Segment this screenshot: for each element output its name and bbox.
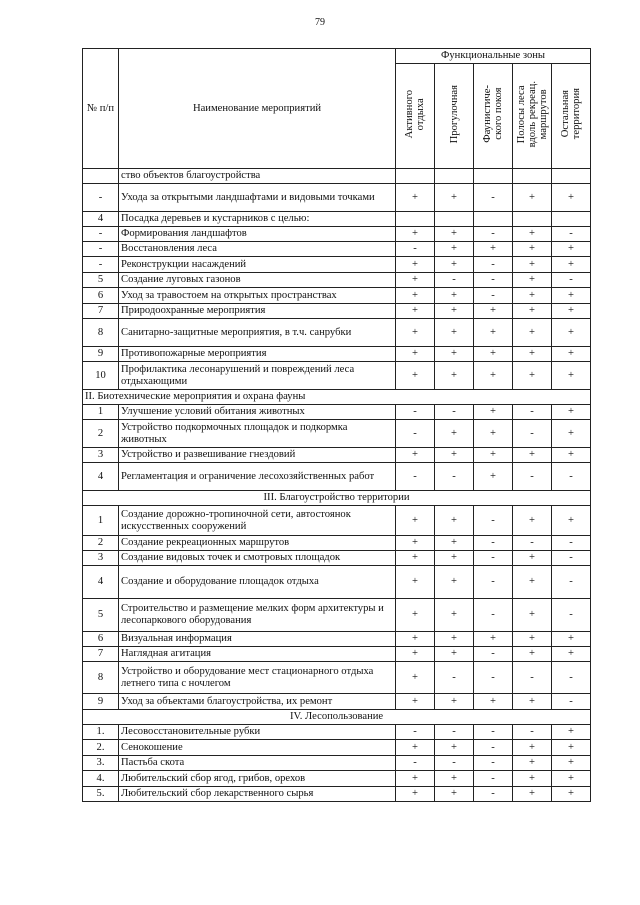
zone-mark-5: -	[552, 566, 591, 599]
zone-mark-5: -	[552, 227, 591, 242]
functional-zones-table	[82, 48, 591, 802]
zone-mark-4: +	[513, 566, 552, 599]
zone-mark-5: +	[552, 506, 591, 536]
zone-mark-4: +	[513, 787, 552, 802]
row-number: 1.	[83, 725, 119, 740]
zone-mark-3: -	[474, 756, 513, 771]
zone-mark-4: +	[513, 304, 552, 319]
row-number: 8	[83, 319, 119, 347]
table-row	[83, 647, 591, 662]
zone-mark-2: +	[435, 184, 474, 212]
zone-mark-1: +	[396, 647, 435, 662]
zone-mark-1: +	[396, 599, 435, 632]
header-zone-5	[552, 64, 591, 169]
table-row	[83, 362, 591, 390]
page-number: 79	[315, 17, 325, 28]
row-activity-name: ство объектов благоустройства	[119, 169, 396, 184]
zone-mark-1: -	[396, 242, 435, 257]
zone-mark-5: +	[552, 647, 591, 662]
zone-mark-4: +	[513, 740, 552, 756]
zone-mark-4: +	[513, 347, 552, 362]
row-number: 5	[83, 273, 119, 288]
zone-mark-5: -	[552, 463, 591, 491]
zone-mark-4: +	[513, 694, 552, 710]
zone-mark-2: +	[435, 319, 474, 347]
row-activity-name: Устройство и развешивание гнездовий	[119, 448, 396, 463]
row-number: 2.	[83, 740, 119, 756]
zone-mark-2: -	[435, 405, 474, 420]
zone-mark-5	[552, 212, 591, 227]
zone-mark-2: +	[435, 506, 474, 536]
row-activity-name: Строительство и размещение мелких форм архитектуры и лесопаркового оборудования	[119, 599, 396, 632]
zone-mark-2: +	[435, 448, 474, 463]
zone-mark-5: +	[552, 362, 591, 390]
row-number: 5.	[83, 787, 119, 802]
zone-mark-4: -	[513, 536, 552, 551]
section-row	[83, 491, 591, 506]
zone-mark-4: +	[513, 362, 552, 390]
zone-mark-4: +	[513, 632, 552, 647]
row-number: 6	[83, 288, 119, 304]
row-number: 4	[83, 212, 119, 227]
zone-mark-3: -	[474, 536, 513, 551]
zone-mark-3: -	[474, 257, 513, 273]
zone-mark-5	[552, 169, 591, 184]
header-zones-title: Функциональные зоны	[396, 49, 591, 64]
zone-mark-2: +	[435, 566, 474, 599]
table-row	[83, 347, 591, 362]
zone-mark-2: +	[435, 694, 474, 710]
zone-mark-1: +	[396, 771, 435, 787]
table-row	[83, 184, 591, 212]
row-number: 7	[83, 304, 119, 319]
zone-mark-4	[513, 169, 552, 184]
table-row	[83, 273, 591, 288]
table-row	[83, 694, 591, 710]
section-title: IV. Лесопользование	[83, 710, 591, 725]
table-row	[83, 632, 591, 647]
zone-mark-3: -	[474, 599, 513, 632]
zone-mark-1: +	[396, 319, 435, 347]
zone-mark-1	[396, 169, 435, 184]
zone-mark-4: +	[513, 319, 552, 347]
row-activity-name: Пастьба скота	[119, 756, 396, 771]
zone-mark-4: +	[513, 647, 552, 662]
zone-mark-4: +	[513, 551, 552, 566]
zone-mark-2: -	[435, 756, 474, 771]
table-row	[83, 756, 591, 771]
row-activity-name: Наглядная агитация	[119, 647, 396, 662]
header-zone-label: Фаунистиче- ского покоя	[482, 85, 504, 143]
zone-mark-1: +	[396, 566, 435, 599]
row-activity-name: Природоохранные мероприятия	[119, 304, 396, 319]
table-row	[83, 420, 591, 448]
row-activity-name: Посадка деревьев и кустарников с целью:	[119, 212, 396, 227]
zone-mark-4: +	[513, 288, 552, 304]
row-activity-name: Уход за травостоем на открытых пространствах	[119, 288, 396, 304]
zone-mark-3: +	[474, 242, 513, 257]
zone-mark-3: -	[474, 288, 513, 304]
zone-mark-4: +	[513, 771, 552, 787]
zone-mark-3: -	[474, 506, 513, 536]
zone-mark-2: -	[435, 273, 474, 288]
zone-mark-3: -	[474, 227, 513, 242]
zone-mark-4: -	[513, 405, 552, 420]
zone-mark-3: -	[474, 662, 513, 694]
header-name: Наименование мероприятий	[119, 49, 396, 169]
zone-mark-2: +	[435, 787, 474, 802]
table-row	[83, 319, 591, 347]
row-number: -	[83, 257, 119, 273]
header-zone-label: Остальная территория	[560, 88, 583, 140]
table-row	[83, 242, 591, 257]
zone-mark-3: -	[474, 273, 513, 288]
zone-mark-5: +	[552, 288, 591, 304]
zone-mark-3: +	[474, 694, 513, 710]
table-row	[83, 506, 591, 536]
table-row	[83, 599, 591, 632]
table-row	[83, 448, 591, 463]
table-row	[83, 257, 591, 273]
zone-mark-4: -	[513, 463, 552, 491]
zone-mark-2: +	[435, 420, 474, 448]
zone-mark-3: +	[474, 463, 513, 491]
row-activity-name: Реконструкции насаждений	[119, 257, 396, 273]
zone-mark-5: +	[552, 347, 591, 362]
zone-mark-1: -	[396, 463, 435, 491]
zone-mark-5: -	[552, 662, 591, 694]
row-number: -	[83, 227, 119, 242]
zone-mark-5: -	[552, 536, 591, 551]
header-num: № п/п	[83, 49, 119, 169]
table-row	[83, 551, 591, 566]
row-activity-name: Устройство и оборудование мест стационарного отдыха летнего типа с ночлегом	[119, 662, 396, 694]
section-title: II. Биотехнические мероприятия и охрана фауны	[83, 390, 591, 405]
zone-mark-2: +	[435, 599, 474, 632]
zone-mark-1: +	[396, 304, 435, 319]
row-number: 2	[83, 420, 119, 448]
row-activity-name: Регламентация и ограничение лесохозяйственных работ	[119, 463, 396, 491]
zone-mark-1: +	[396, 787, 435, 802]
row-number: 4	[83, 463, 119, 491]
table-row	[83, 212, 591, 227]
row-activity-name: Противопожарные мероприятия	[119, 347, 396, 362]
row-number: 3	[83, 448, 119, 463]
zone-mark-3: +	[474, 362, 513, 390]
zone-mark-4	[513, 212, 552, 227]
zone-mark-3: -	[474, 566, 513, 599]
zone-mark-4: +	[513, 599, 552, 632]
table-row	[83, 787, 591, 802]
table-row	[83, 227, 591, 242]
row-number: 9	[83, 347, 119, 362]
table-header	[83, 49, 591, 169]
zone-mark-5: +	[552, 725, 591, 740]
row-activity-name: Профилактика лесонарушений и повреждений леса отдыхающими	[119, 362, 396, 390]
zone-mark-4: -	[513, 420, 552, 448]
zone-mark-4: -	[513, 725, 552, 740]
zone-mark-4: +	[513, 242, 552, 257]
row-activity-name: Санитарно-защитные мероприятия, в т.ч. санрубки	[119, 319, 396, 347]
row-number: 8	[83, 662, 119, 694]
row-activity-name: Создание луговых газонов	[119, 273, 396, 288]
zone-mark-5: -	[552, 273, 591, 288]
zone-mark-2: +	[435, 647, 474, 662]
zone-mark-2	[435, 212, 474, 227]
zone-mark-2: +	[435, 362, 474, 390]
zone-mark-2: -	[435, 662, 474, 694]
zone-mark-5: +	[552, 304, 591, 319]
zone-mark-1	[396, 212, 435, 227]
section-row	[83, 710, 591, 725]
row-activity-name: Ухода за открытыми ландшафтами и видовыми точками	[119, 184, 396, 212]
zone-mark-2: +	[435, 304, 474, 319]
zone-mark-5: +	[552, 242, 591, 257]
table-row	[83, 288, 591, 304]
row-number: 3	[83, 551, 119, 566]
zone-mark-1: +	[396, 347, 435, 362]
zone-mark-5: +	[552, 787, 591, 802]
zone-mark-1: +	[396, 506, 435, 536]
zone-mark-5: -	[552, 551, 591, 566]
row-number: 5	[83, 599, 119, 632]
row-activity-name: Любительский сбор ягод, грибов, орехов	[119, 771, 396, 787]
zone-mark-3: +	[474, 632, 513, 647]
table-row	[83, 771, 591, 787]
zone-mark-2: -	[435, 725, 474, 740]
zone-mark-1: -	[396, 420, 435, 448]
zone-mark-3	[474, 212, 513, 227]
table-row	[83, 740, 591, 756]
row-activity-name: Формирования ландшафтов	[119, 227, 396, 242]
header-zone-label: Полосы леса вдоль рекреац. маршрутов	[515, 80, 549, 148]
zone-mark-1: +	[396, 662, 435, 694]
zone-mark-4: +	[513, 227, 552, 242]
zone-mark-3: -	[474, 740, 513, 756]
zone-mark-1: -	[396, 756, 435, 771]
zone-mark-1: +	[396, 184, 435, 212]
zone-mark-1: +	[396, 257, 435, 273]
zone-mark-2: +	[435, 347, 474, 362]
header-zone-1	[396, 64, 435, 169]
zone-mark-3: +	[474, 448, 513, 463]
row-number: 4	[83, 566, 119, 599]
zone-mark-2: +	[435, 551, 474, 566]
zone-mark-3: -	[474, 771, 513, 787]
zone-mark-4: +	[513, 273, 552, 288]
header-zone-label: Прогулочная	[448, 84, 460, 144]
zone-mark-3: +	[474, 347, 513, 362]
zone-mark-1: +	[396, 227, 435, 242]
zone-mark-4: +	[513, 506, 552, 536]
row-number: 4.	[83, 771, 119, 787]
header-zone-3	[474, 64, 513, 169]
zone-mark-1: +	[396, 288, 435, 304]
zone-mark-5: +	[552, 740, 591, 756]
zone-mark-2: +	[435, 288, 474, 304]
row-activity-name: Создание и оборудование площадок отдыха	[119, 566, 396, 599]
zone-mark-2: +	[435, 740, 474, 756]
zone-mark-3: -	[474, 647, 513, 662]
zone-mark-4: +	[513, 448, 552, 463]
row-number: -	[83, 242, 119, 257]
row-number: 6	[83, 632, 119, 647]
zone-mark-5: +	[552, 756, 591, 771]
table-row	[83, 725, 591, 740]
row-number: 3.	[83, 756, 119, 771]
row-number: 1	[83, 506, 119, 536]
header-zone-2	[435, 64, 474, 169]
row-activity-name: Сенокошение	[119, 740, 396, 756]
row-activity-name: Визуальная информация	[119, 632, 396, 647]
zone-mark-2: +	[435, 771, 474, 787]
zone-mark-5: +	[552, 771, 591, 787]
zone-mark-5: +	[552, 184, 591, 212]
table-row	[83, 304, 591, 319]
zone-mark-3: -	[474, 551, 513, 566]
zone-mark-2	[435, 169, 474, 184]
table-row	[83, 536, 591, 551]
zone-mark-1: +	[396, 632, 435, 647]
row-activity-name: Создание видовых точек и смотровых площадок	[119, 551, 396, 566]
header-zone-4	[513, 64, 552, 169]
zone-mark-3: +	[474, 319, 513, 347]
row-activity-name: Создание дорожно-тропиночной сети, автостоянок искусственных сооружений	[119, 506, 396, 536]
zone-mark-1: +	[396, 536, 435, 551]
zone-mark-3: +	[474, 405, 513, 420]
zone-mark-2: +	[435, 257, 474, 273]
row-number: 2	[83, 536, 119, 551]
table-row	[83, 169, 591, 184]
row-number: -	[83, 184, 119, 212]
zone-mark-2: +	[435, 536, 474, 551]
zone-mark-1: +	[396, 694, 435, 710]
row-number: 9	[83, 694, 119, 710]
zone-mark-5: -	[552, 599, 591, 632]
zone-mark-5: +	[552, 257, 591, 273]
zone-mark-1: +	[396, 362, 435, 390]
zone-mark-5: +	[552, 319, 591, 347]
zone-mark-5: +	[552, 632, 591, 647]
zone-mark-2: +	[435, 227, 474, 242]
row-number: 10	[83, 362, 119, 390]
row-number	[83, 169, 119, 184]
zone-mark-3: -	[474, 725, 513, 740]
row-activity-name: Устройство подкормочных площадок и подкормка животных	[119, 420, 396, 448]
zone-mark-1: +	[396, 273, 435, 288]
zone-mark-4: +	[513, 184, 552, 212]
row-number: 7	[83, 647, 119, 662]
zone-mark-5: +	[552, 448, 591, 463]
zone-mark-2: -	[435, 463, 474, 491]
zone-mark-3: -	[474, 184, 513, 212]
row-activity-name: Уход за объектами благоустройства, их ремонт	[119, 694, 396, 710]
zone-mark-1: +	[396, 448, 435, 463]
zone-mark-5: -	[552, 694, 591, 710]
row-activity-name: Лесовосстановительные рубки	[119, 725, 396, 740]
zone-mark-2: +	[435, 242, 474, 257]
zone-mark-2: +	[435, 632, 474, 647]
zone-mark-5: +	[552, 420, 591, 448]
zone-mark-1: +	[396, 740, 435, 756]
zone-mark-4: +	[513, 257, 552, 273]
section-row	[83, 390, 591, 405]
zone-mark-3	[474, 169, 513, 184]
zone-mark-4: -	[513, 662, 552, 694]
row-activity-name: Создание рекреационных маршрутов	[119, 536, 396, 551]
section-title: III. Благоустройство территории	[83, 491, 591, 506]
row-activity-name: Восстановления леса	[119, 242, 396, 257]
zone-mark-3: +	[474, 420, 513, 448]
row-number: 1	[83, 405, 119, 420]
table-row	[83, 566, 591, 599]
row-activity-name: Любительский сбор лекарственного сырья	[119, 787, 396, 802]
zone-mark-1: +	[396, 551, 435, 566]
zone-mark-3: -	[474, 787, 513, 802]
table-row	[83, 405, 591, 420]
zone-mark-4: +	[513, 756, 552, 771]
table-row	[83, 662, 591, 694]
zone-mark-3: +	[474, 304, 513, 319]
header-zone-label: Активного отдыха	[404, 89, 426, 139]
table-row	[83, 463, 591, 491]
row-activity-name: Улучшение условий обитания животных	[119, 405, 396, 420]
table-body	[83, 169, 591, 802]
zone-mark-1: -	[396, 725, 435, 740]
zone-mark-5: +	[552, 405, 591, 420]
zone-mark-1: -	[396, 405, 435, 420]
